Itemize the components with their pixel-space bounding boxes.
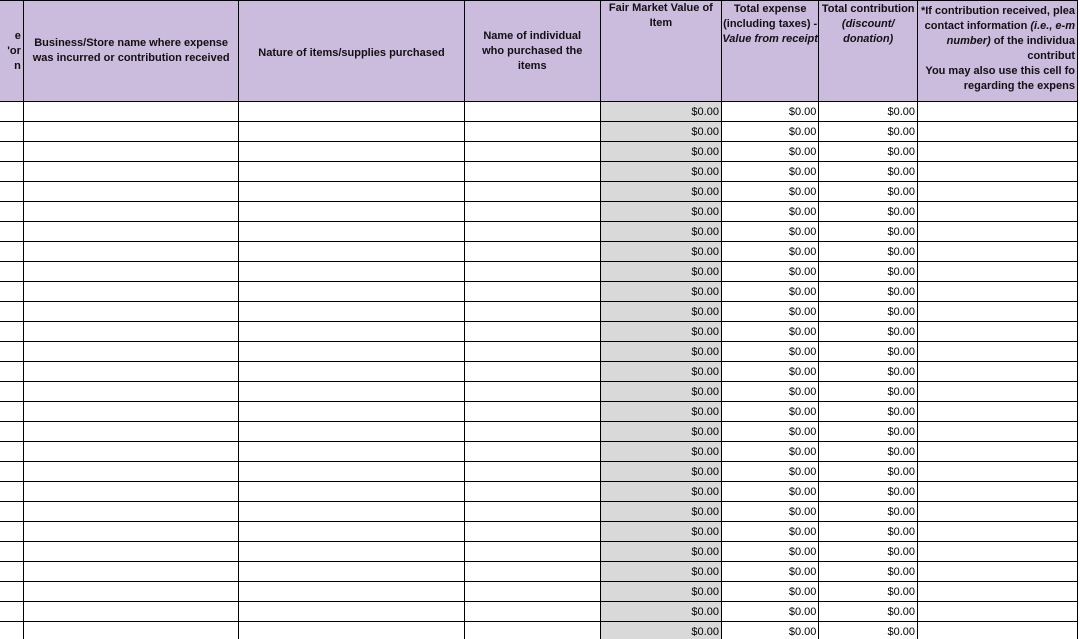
nature-cell[interactable] bbox=[239, 382, 464, 402]
notes-cell[interactable] bbox=[917, 602, 1077, 622]
notes-cell[interactable] bbox=[917, 422, 1077, 442]
fair-market-cell[interactable]: $0.00 bbox=[600, 302, 721, 322]
total-expense-cell[interactable]: $0.00 bbox=[721, 142, 818, 162]
notes-cell[interactable] bbox=[917, 442, 1077, 462]
total-expense-cell[interactable]: $0.00 bbox=[721, 162, 818, 182]
fair-market-cell[interactable]: $0.00 bbox=[600, 122, 721, 142]
nature-cell[interactable] bbox=[239, 502, 464, 522]
nature-cell[interactable] bbox=[239, 262, 464, 282]
total-contribution-cell[interactable]: $0.00 bbox=[819, 582, 918, 602]
business-cell[interactable] bbox=[23, 462, 239, 482]
table-row bbox=[0, 102, 1078, 122]
nature-cell[interactable] bbox=[239, 302, 464, 322]
fair-market-cell[interactable]: $0.00 bbox=[600, 342, 721, 362]
total-contribution-cell[interactable]: $0.00 bbox=[819, 322, 918, 342]
table-row bbox=[0, 522, 1078, 542]
total-expense-cell[interactable]: $0.00 bbox=[721, 282, 818, 302]
fair-market-cell[interactable]: $0.00 bbox=[600, 242, 721, 262]
fair-market-cell[interactable]: $0.00 bbox=[600, 582, 721, 602]
notes-cell[interactable] bbox=[917, 562, 1077, 582]
notes-line-3-text: of the individua bbox=[990, 35, 1075, 47]
total-expense-cell[interactable]: $0.00 bbox=[721, 542, 818, 562]
total-expense-cell[interactable]: $0.00 bbox=[721, 182, 818, 202]
date-cell[interactable] bbox=[0, 342, 23, 362]
date-cell[interactable] bbox=[0, 202, 23, 222]
notes-line-1: *If contribution received, plea bbox=[920, 5, 1075, 17]
business-cell[interactable] bbox=[23, 242, 239, 262]
total-contribution-cell[interactable]: $0.00 bbox=[819, 382, 918, 402]
total-expense-cell[interactable]: $0.00 bbox=[721, 362, 818, 382]
table-row bbox=[0, 382, 1078, 402]
total-contribution-cell[interactable]: $0.00 bbox=[819, 422, 918, 442]
individual-cell[interactable] bbox=[464, 162, 600, 182]
total-expense-cell[interactable]: $0.00 bbox=[721, 342, 818, 362]
notes-cell[interactable] bbox=[917, 262, 1077, 282]
fair-market-cell[interactable]: $0.00 bbox=[600, 182, 721, 202]
total-expense-cell[interactable]: $0.00 bbox=[721, 322, 818, 342]
individual-cell[interactable] bbox=[464, 302, 600, 322]
nature-cell[interactable] bbox=[239, 482, 464, 502]
business-cell[interactable] bbox=[23, 102, 239, 122]
business-cell[interactable] bbox=[23, 382, 239, 402]
notes-cell[interactable] bbox=[917, 622, 1077, 639]
date-cell[interactable] bbox=[0, 442, 23, 462]
notes-cell[interactable] bbox=[917, 162, 1077, 182]
fair-market-cell[interactable]: $0.00 bbox=[600, 202, 721, 222]
business-cell[interactable] bbox=[23, 182, 239, 202]
notes-cell[interactable] bbox=[917, 182, 1077, 202]
nature-cell[interactable] bbox=[239, 342, 464, 362]
individual-cell[interactable] bbox=[464, 402, 600, 422]
business-cell[interactable] bbox=[23, 402, 239, 422]
total-expense-cell[interactable]: $0.00 bbox=[721, 302, 818, 322]
individual-cell[interactable] bbox=[464, 182, 600, 202]
table-row bbox=[0, 302, 1078, 322]
table-row bbox=[0, 282, 1078, 302]
total-contribution-cell[interactable]: $0.00 bbox=[819, 102, 918, 122]
individual-cell[interactable] bbox=[464, 382, 600, 402]
date-cell[interactable] bbox=[0, 122, 23, 142]
fair-market-cell[interactable]: $0.00 bbox=[600, 602, 721, 622]
total-expense-cell[interactable]: $0.00 bbox=[721, 562, 818, 582]
notes-cell[interactable] bbox=[917, 362, 1077, 382]
date-cell[interactable] bbox=[0, 102, 23, 122]
fair-market-cell[interactable]: $0.00 bbox=[600, 482, 721, 502]
individual-cell[interactable] bbox=[464, 622, 600, 639]
notes-cell[interactable] bbox=[917, 222, 1077, 242]
total-contribution-line-2: (discount/ bbox=[841, 18, 895, 30]
total-contribution-cell[interactable]: $0.00 bbox=[819, 482, 918, 502]
total-contribution-cell[interactable]: $0.00 bbox=[819, 242, 918, 262]
notes-line-3 bbox=[918, 34, 1075, 49]
total-contribution-cell[interactable]: $0.00 bbox=[819, 342, 918, 362]
individual-cell[interactable] bbox=[464, 282, 600, 302]
fair-market-cell[interactable]: $0.00 bbox=[600, 162, 721, 182]
notes-cell[interactable] bbox=[917, 242, 1077, 262]
fair-market-cell[interactable]: $0.00 bbox=[600, 442, 721, 462]
nature-cell[interactable] bbox=[239, 322, 464, 342]
table-row bbox=[0, 402, 1078, 422]
header-row bbox=[0, 1, 1078, 102]
fair-market-cell[interactable]: $0.00 bbox=[600, 222, 721, 242]
date-cell[interactable] bbox=[0, 622, 23, 639]
individual-cell[interactable] bbox=[464, 602, 600, 622]
date-cell[interactable] bbox=[0, 142, 23, 162]
nature-cell[interactable] bbox=[239, 102, 464, 122]
business-cell[interactable] bbox=[23, 502, 239, 522]
nature-cell[interactable] bbox=[239, 202, 464, 222]
individual-cell[interactable] bbox=[464, 122, 600, 142]
notes-cell[interactable] bbox=[917, 402, 1077, 422]
total-expense-line-3: Value from receipt bbox=[722, 33, 818, 45]
total-expense-cell[interactable]: $0.00 bbox=[721, 202, 818, 222]
notes-cell[interactable] bbox=[917, 302, 1077, 322]
total-expense-cell[interactable]: $0.00 bbox=[721, 582, 818, 602]
date-cell[interactable] bbox=[0, 362, 23, 382]
notes-cell[interactable] bbox=[917, 202, 1077, 222]
individual-cell[interactable] bbox=[464, 462, 600, 482]
total-expense-cell[interactable]: $0.00 bbox=[721, 442, 818, 462]
individual-cell[interactable] bbox=[464, 542, 600, 562]
business-cell[interactable] bbox=[23, 522, 239, 542]
table-row bbox=[0, 342, 1078, 362]
total-contribution-cell[interactable]: $0.00 bbox=[819, 562, 918, 582]
fair-market-cell[interactable]: $0.00 bbox=[600, 102, 721, 122]
nature-cell[interactable] bbox=[239, 282, 464, 302]
notes-line-2-italic: (i.e., e-m bbox=[1030, 20, 1075, 32]
fair-market-cell[interactable]: $0.00 bbox=[600, 502, 721, 522]
notes-line-2-text: contact information bbox=[924, 20, 1031, 32]
notes-cell[interactable] bbox=[917, 122, 1077, 142]
individual-cell[interactable] bbox=[464, 582, 600, 602]
total-contribution-cell[interactable]: $0.00 bbox=[819, 462, 918, 482]
date-cell[interactable] bbox=[0, 402, 23, 422]
total-contribution-cell[interactable]: $0.00 bbox=[819, 162, 918, 182]
total-contribution-cell[interactable]: $0.00 bbox=[819, 122, 918, 142]
business-cell[interactable] bbox=[23, 282, 239, 302]
nature-cell[interactable] bbox=[239, 622, 464, 639]
business-cell[interactable] bbox=[23, 602, 239, 622]
table-row bbox=[0, 562, 1078, 582]
total-expense-cell[interactable]: $0.00 bbox=[721, 222, 818, 242]
total-contribution-cell[interactable]: $0.00 bbox=[819, 502, 918, 522]
date-cell[interactable] bbox=[0, 482, 23, 502]
business-cell[interactable] bbox=[23, 322, 239, 342]
header-date-line-1: e bbox=[14, 29, 21, 42]
fair-market-cell[interactable]: $0.00 bbox=[600, 522, 721, 542]
total-contribution-cell[interactable]: $0.00 bbox=[819, 282, 918, 302]
nature-cell[interactable] bbox=[239, 142, 464, 162]
nature-cell[interactable] bbox=[239, 442, 464, 462]
total-expense-line-1: Total expense bbox=[733, 3, 807, 15]
business-cell[interactable] bbox=[23, 122, 239, 142]
date-cell[interactable] bbox=[0, 422, 23, 442]
individual-cell[interactable] bbox=[464, 202, 600, 222]
table-row bbox=[0, 582, 1078, 602]
nature-cell[interactable] bbox=[239, 362, 464, 382]
business-cell[interactable] bbox=[23, 342, 239, 362]
table-row bbox=[0, 462, 1078, 482]
date-cell[interactable] bbox=[0, 262, 23, 282]
date-cell[interactable] bbox=[0, 182, 23, 202]
total-expense-cell[interactable]: $0.00 bbox=[721, 482, 818, 502]
table-row bbox=[0, 482, 1078, 502]
nature-cell[interactable] bbox=[239, 582, 464, 602]
table-row bbox=[0, 142, 1078, 162]
individual-cell[interactable] bbox=[464, 102, 600, 122]
total-expense-cell[interactable]: $0.00 bbox=[721, 382, 818, 402]
date-cell[interactable] bbox=[0, 382, 23, 402]
fair-market-cell[interactable]: $0.00 bbox=[600, 262, 721, 282]
individual-cell[interactable] bbox=[464, 502, 600, 522]
fair-market-cell[interactable]: $0.00 bbox=[600, 562, 721, 582]
notes-cell[interactable] bbox=[917, 462, 1077, 482]
fair-market-cell[interactable]: $0.00 bbox=[600, 322, 721, 342]
date-cell[interactable] bbox=[0, 222, 23, 242]
table-row bbox=[0, 622, 1078, 639]
fair-market-cell[interactable]: $0.00 bbox=[600, 422, 721, 442]
total-contribution-cell[interactable]: $0.00 bbox=[819, 362, 918, 382]
notes-cell[interactable] bbox=[917, 482, 1077, 502]
individual-cell[interactable] bbox=[464, 222, 600, 242]
date-cell[interactable] bbox=[0, 602, 23, 622]
notes-cell[interactable] bbox=[917, 342, 1077, 362]
fair-market-cell[interactable]: $0.00 bbox=[600, 282, 721, 302]
business-cell[interactable] bbox=[23, 422, 239, 442]
date-cell[interactable] bbox=[0, 502, 23, 522]
fair-market-cell[interactable]: $0.00 bbox=[600, 402, 721, 422]
notes-line-4: contribut bbox=[1027, 50, 1075, 62]
business-cell[interactable] bbox=[23, 302, 239, 322]
total-contribution-cell[interactable]: $0.00 bbox=[819, 182, 918, 202]
fair-market-cell[interactable]: $0.00 bbox=[600, 142, 721, 162]
nature-cell[interactable] bbox=[239, 562, 464, 582]
total-contribution-cell[interactable]: $0.00 bbox=[819, 262, 918, 282]
table-row bbox=[0, 162, 1078, 182]
total-expense-cell[interactable]: $0.00 bbox=[721, 522, 818, 542]
table-row bbox=[0, 542, 1078, 562]
notes-cell[interactable] bbox=[917, 102, 1077, 122]
fair-market-cell[interactable]: $0.00 bbox=[600, 362, 721, 382]
nature-cell[interactable] bbox=[239, 122, 464, 142]
total-contribution-cell[interactable]: $0.00 bbox=[819, 622, 918, 639]
total-expense-cell[interactable]: $0.00 bbox=[721, 462, 818, 482]
fair-market-cell[interactable]: $0.00 bbox=[600, 542, 721, 562]
notes-cell[interactable] bbox=[917, 502, 1077, 522]
notes-line-2 bbox=[918, 19, 1075, 34]
notes-line-6: regarding the expens bbox=[963, 80, 1075, 92]
total-contribution-cell[interactable]: $0.00 bbox=[819, 602, 918, 622]
nature-cell[interactable] bbox=[239, 402, 464, 422]
nature-cell[interactable] bbox=[239, 182, 464, 202]
notes-line-5: You may also use this cell fo bbox=[925, 65, 1075, 77]
date-cell[interactable] bbox=[0, 562, 23, 582]
table-row bbox=[0, 222, 1078, 242]
notes-cell[interactable] bbox=[917, 282, 1077, 302]
header-nature[interactable]: Nature of items/supplies purchased bbox=[239, 1, 464, 102]
total-contribution-cell[interactable]: $0.00 bbox=[819, 222, 918, 242]
business-cell[interactable] bbox=[23, 222, 239, 242]
header-fair-market[interactable]: Fair Market Value of Item bbox=[600, 1, 721, 102]
business-cell[interactable] bbox=[23, 562, 239, 582]
individual-cell[interactable] bbox=[464, 422, 600, 442]
table-row bbox=[0, 182, 1078, 202]
nature-cell[interactable] bbox=[239, 422, 464, 442]
total-expense-cell[interactable]: $0.00 bbox=[721, 502, 818, 522]
individual-cell[interactable] bbox=[464, 342, 600, 362]
table-row bbox=[0, 262, 1078, 282]
business-cell[interactable] bbox=[23, 162, 239, 182]
total-contribution-cell[interactable]: $0.00 bbox=[819, 202, 918, 222]
total-expense-cell[interactable]: $0.00 bbox=[721, 422, 818, 442]
header-notes[interactable] bbox=[917, 1, 1077, 102]
notes-cell[interactable] bbox=[917, 142, 1077, 162]
nature-cell[interactable] bbox=[239, 162, 464, 182]
total-contribution-cell[interactable]: $0.00 bbox=[819, 142, 918, 162]
notes-line-3-italic: number) bbox=[946, 35, 991, 47]
nature-cell[interactable] bbox=[239, 542, 464, 562]
individual-cell[interactable] bbox=[464, 362, 600, 382]
total-contribution-cell[interactable]: $0.00 bbox=[819, 542, 918, 562]
header-individual[interactable]: Name of individual who purchased the items bbox=[464, 1, 600, 102]
business-cell[interactable] bbox=[23, 582, 239, 602]
header-total-contribution[interactable] bbox=[819, 1, 918, 102]
date-cell[interactable] bbox=[0, 242, 23, 262]
total-contribution-line-1: Total contribution bbox=[821, 3, 915, 15]
total-expense-cell[interactable]: $0.00 bbox=[721, 602, 818, 622]
nature-cell[interactable] bbox=[239, 242, 464, 262]
date-cell[interactable] bbox=[0, 282, 23, 302]
business-cell[interactable] bbox=[23, 202, 239, 222]
business-cell[interactable] bbox=[23, 542, 239, 562]
fair-market-cell[interactable]: $0.00 bbox=[600, 382, 721, 402]
total-contribution-line-3: donation) bbox=[843, 33, 894, 45]
date-cell[interactable] bbox=[0, 462, 23, 482]
total-expense-cell[interactable]: $0.00 bbox=[721, 102, 818, 122]
header-date-line-2: 'or bbox=[7, 44, 21, 57]
nature-cell[interactable] bbox=[239, 522, 464, 542]
table-row bbox=[0, 322, 1078, 342]
date-cell[interactable] bbox=[0, 542, 23, 562]
notes-cell[interactable] bbox=[917, 522, 1077, 542]
table-row bbox=[0, 422, 1078, 442]
date-cell[interactable] bbox=[0, 522, 23, 542]
table-row bbox=[0, 602, 1078, 622]
table-row bbox=[0, 122, 1078, 142]
business-cell[interactable] bbox=[23, 442, 239, 462]
total-expense-cell[interactable]: $0.00 bbox=[721, 262, 818, 282]
total-contribution-cell[interactable]: $0.00 bbox=[819, 522, 918, 542]
table-row bbox=[0, 502, 1078, 522]
header-business[interactable]: Business/Store name where expense was incurred or contribution received bbox=[23, 1, 239, 102]
business-cell[interactable] bbox=[23, 362, 239, 382]
fair-market-cell[interactable]: $0.00 bbox=[600, 462, 721, 482]
total-expense-cell[interactable]: $0.00 bbox=[721, 402, 818, 422]
individual-cell[interactable] bbox=[464, 522, 600, 542]
table-row bbox=[0, 362, 1078, 382]
nature-cell[interactable] bbox=[239, 602, 464, 622]
date-cell[interactable] bbox=[0, 302, 23, 322]
notes-cell[interactable] bbox=[917, 542, 1077, 562]
individual-cell[interactable] bbox=[464, 142, 600, 162]
total-contribution-cell[interactable]: $0.00 bbox=[819, 302, 918, 322]
total-expense-cell[interactable]: $0.00 bbox=[721, 122, 818, 142]
table-row bbox=[0, 242, 1078, 262]
total-contribution-cell[interactable]: $0.00 bbox=[819, 442, 918, 462]
date-cell[interactable] bbox=[0, 582, 23, 602]
business-cell[interactable] bbox=[23, 482, 239, 502]
business-cell[interactable] bbox=[23, 262, 239, 282]
total-expense-line-2: (including taxes) - bbox=[723, 18, 818, 30]
individual-cell[interactable] bbox=[464, 562, 600, 582]
table-row bbox=[0, 202, 1078, 222]
date-cell[interactable] bbox=[0, 322, 23, 342]
individual-cell[interactable] bbox=[464, 482, 600, 502]
individual-cell[interactable] bbox=[464, 442, 600, 462]
header-date-line-3: n bbox=[14, 59, 21, 72]
notes-cell[interactable] bbox=[917, 382, 1077, 402]
nature-cell[interactable] bbox=[239, 222, 464, 242]
nature-cell[interactable] bbox=[239, 462, 464, 482]
business-cell[interactable] bbox=[23, 142, 239, 162]
individual-cell[interactable] bbox=[464, 242, 600, 262]
total-contribution-cell[interactable]: $0.00 bbox=[819, 402, 918, 422]
expense-rows bbox=[0, 102, 1078, 639]
header-date-partial[interactable] bbox=[0, 1, 23, 102]
notes-cell[interactable] bbox=[917, 582, 1077, 602]
date-cell[interactable] bbox=[0, 162, 23, 182]
individual-cell[interactable] bbox=[464, 322, 600, 342]
fair-market-cell[interactable]: $0.00 bbox=[600, 622, 721, 639]
total-expense-cell[interactable]: $0.00 bbox=[721, 242, 818, 262]
header-total-expense[interactable] bbox=[721, 1, 818, 102]
notes-cell[interactable] bbox=[917, 322, 1077, 342]
total-expense-cell[interactable]: $0.00 bbox=[721, 622, 818, 639]
individual-cell[interactable] bbox=[464, 262, 600, 282]
business-cell[interactable] bbox=[23, 622, 239, 639]
table-row bbox=[0, 442, 1078, 462]
